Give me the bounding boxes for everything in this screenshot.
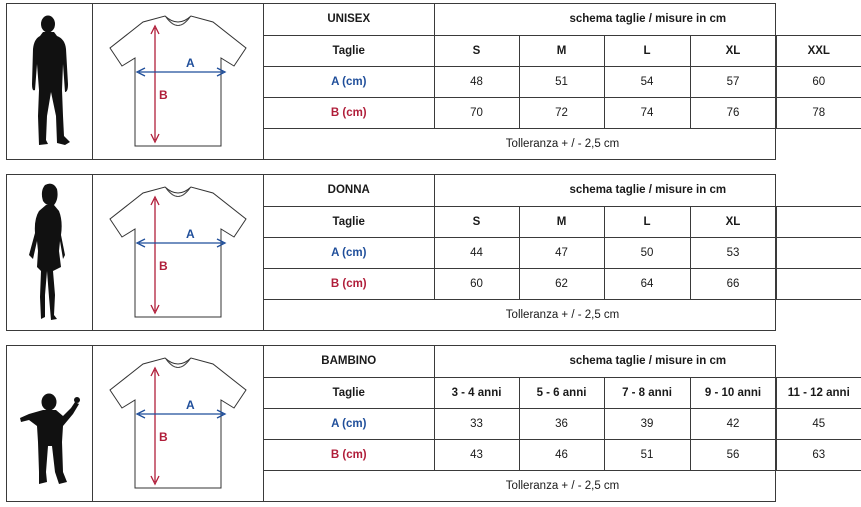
size-chart-bambino <box>6 345 850 502</box>
size-table <box>264 4 861 159</box>
row-a-value: 60 <box>776 66 861 97</box>
row-a-label: A (cm) <box>264 237 434 268</box>
row-a-value: 36 <box>519 408 604 439</box>
row-b-value: 74 <box>604 97 690 128</box>
silhouette-cell <box>7 175 93 330</box>
row-a-label: A (cm) <box>264 408 434 439</box>
row-b-value: 72 <box>519 97 604 128</box>
dimension-b-label: B <box>159 430 168 444</box>
row-b-value: 78 <box>776 97 861 128</box>
row-b-label: B (cm) <box>264 268 434 299</box>
row-a-value <box>776 237 861 268</box>
row-a-value: 39 <box>604 408 690 439</box>
tshirt-diagram-cell <box>93 346 264 501</box>
size-header <box>776 206 861 237</box>
row-b-value: 76 <box>690 97 776 128</box>
tshirt-diagram-cell <box>93 175 264 330</box>
dimension-b-label: B <box>159 259 168 273</box>
row-b-value <box>776 268 861 299</box>
table-title: BAMBINO <box>264 346 434 377</box>
row-a-value: 53 <box>690 237 776 268</box>
dimension-a-label: A <box>186 227 195 241</box>
tshirt-outline-icon <box>93 4 264 159</box>
row-a-value: 47 <box>519 237 604 268</box>
dimension-a-label: A <box>186 398 195 412</box>
row-b-value: 51 <box>604 439 690 470</box>
size-header: 3 - 4 anni <box>434 377 519 408</box>
row-a-value: 44 <box>434 237 519 268</box>
man-silhouette-icon <box>7 4 93 159</box>
tshirt-diagram-cell <box>93 4 264 159</box>
size-header: 5 - 6 anni <box>519 377 604 408</box>
size-header: S <box>434 35 519 66</box>
tolerance-note: Tolleranza + / - 2,5 cm <box>264 470 861 501</box>
size-table <box>264 175 861 330</box>
silhouette-cell <box>7 346 93 501</box>
size-header: M <box>519 206 604 237</box>
size-header: S <box>434 206 519 237</box>
tshirt-outline-icon <box>93 175 264 330</box>
row-b-value: 60 <box>434 268 519 299</box>
size-header: 11 - 12 anni <box>776 377 861 408</box>
row-a-value: 42 <box>690 408 776 439</box>
row-b-value: 46 <box>519 439 604 470</box>
size-chart-unisex <box>6 3 830 160</box>
size-header: XL <box>690 35 776 66</box>
silhouette-cell <box>7 4 93 159</box>
row-a-value: 33 <box>434 408 519 439</box>
table-subtitle: schema taglie / misure in cm <box>434 175 861 206</box>
row-b-value: 63 <box>776 439 861 470</box>
tolerance-note: Tolleranza + / - 2,5 cm <box>264 299 861 330</box>
size-header: 9 - 10 anni <box>690 377 776 408</box>
row-b-value: 66 <box>690 268 776 299</box>
size-header: XL <box>690 206 776 237</box>
woman-silhouette-icon <box>7 175 93 330</box>
row-a-value: 48 <box>434 66 519 97</box>
size-chart-donna <box>6 174 776 331</box>
row-b-label: B (cm) <box>264 97 434 128</box>
size-header: L <box>604 35 690 66</box>
child-silhouette-icon <box>7 346 93 501</box>
dimension-b-label: B <box>159 88 168 102</box>
row-a-label: A (cm) <box>264 66 434 97</box>
row-b-value: 64 <box>604 268 690 299</box>
tshirt-outline-icon <box>93 346 264 501</box>
row-a-value: 51 <box>519 66 604 97</box>
tolerance-note: Tolleranza + / - 2,5 cm <box>264 128 861 159</box>
dimension-a-label: A <box>186 56 195 70</box>
row-a-value: 50 <box>604 237 690 268</box>
size-header: M <box>519 35 604 66</box>
row-b-label: B (cm) <box>264 439 434 470</box>
size-header: XXL <box>776 35 861 66</box>
row-b-value: 62 <box>519 268 604 299</box>
row-a-value: 57 <box>690 66 776 97</box>
row-b-value: 70 <box>434 97 519 128</box>
size-header: L <box>604 206 690 237</box>
header-label: Taglie <box>264 35 434 66</box>
table-subtitle: schema taglie / misure in cm <box>434 346 861 377</box>
size-header: 7 - 8 anni <box>604 377 690 408</box>
header-label: Taglie <box>264 206 434 237</box>
table-title: UNISEX <box>264 4 434 35</box>
size-table <box>264 346 861 501</box>
table-title: DONNA <box>264 175 434 206</box>
header-label: Taglie <box>264 377 434 408</box>
row-a-value: 45 <box>776 408 861 439</box>
row-b-value: 43 <box>434 439 519 470</box>
table-subtitle: schema taglie / misure in cm <box>434 4 861 35</box>
row-b-value: 56 <box>690 439 776 470</box>
row-a-value: 54 <box>604 66 690 97</box>
